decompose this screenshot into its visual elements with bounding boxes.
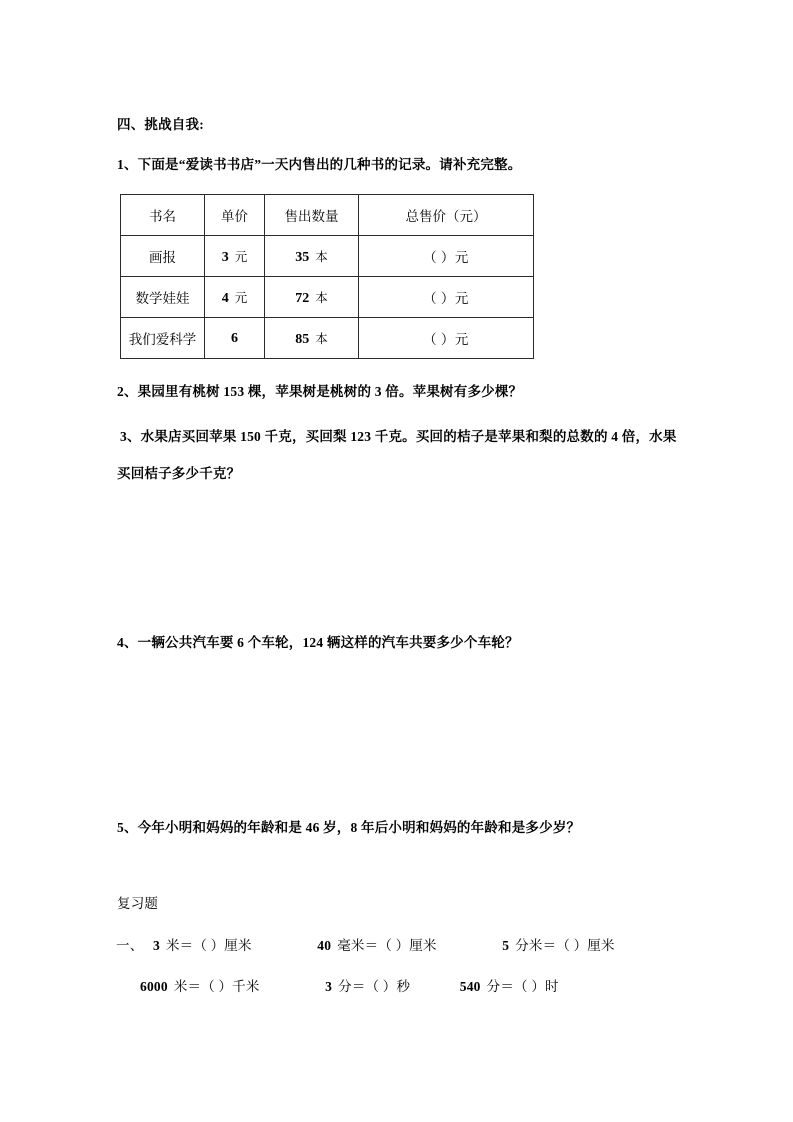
question-2-text: 2、果园里有桃树 153 棵，苹果树是桃树的 3 倍。苹果树有多少棵？	[117, 384, 523, 399]
cell-unit-price-unit: 元	[234, 290, 248, 305]
cell-quantity-number: 85	[295, 331, 310, 347]
question-4-text: 4、一辆公共汽车要 6 个车轮，124 辆这样的汽车共要多少个车轮？	[117, 635, 519, 650]
table-header-book-name: 书名	[121, 195, 205, 236]
question-3-text-line1: 3、水果店买回苹果 150 千克，买回梨 123 千克。买回的桔子是苹果和梨的总数的 4 倍，水果	[120, 429, 677, 444]
cell-unit-price-number: 3	[221, 249, 229, 265]
table-row	[121, 236, 534, 277]
cell-unit-price-unit: 元	[234, 249, 248, 264]
cell-unit-price-number: 6	[231, 330, 238, 346]
review-r1-item2-number: 40	[317, 938, 332, 953]
section-heading: 四、挑战自我:	[117, 117, 204, 132]
cell-book-name: 我们爱科学	[121, 318, 205, 359]
cell-quantity	[265, 318, 359, 359]
cell-quantity	[265, 236, 359, 277]
review-r2-item2-text[interactable]: 分＝（ ）秒	[338, 979, 411, 994]
book-sales-table	[120, 194, 534, 359]
cell-unit-price-number: 4	[221, 290, 229, 306]
table-row	[121, 318, 534, 359]
review-row-1	[116, 939, 615, 953]
review-r1-item3-number: 5	[502, 938, 510, 953]
table-header-total-price: 总售价（元）	[359, 195, 534, 236]
review-section-heading: 复习题	[117, 896, 159, 911]
question-5-text: 5、今年小明和妈妈的年龄和是 46 岁，8 年后小明和妈妈的年龄和是多少岁？	[117, 820, 581, 835]
cell-quantity-number: 72	[295, 290, 310, 306]
cell-quantity-unit: 本	[315, 331, 328, 346]
review-r2-item3-text[interactable]: 分＝（ ）时	[486, 979, 559, 994]
cell-quantity-unit: 本	[315, 249, 328, 264]
review-r2-item1-text[interactable]: 米＝（ ）千米	[173, 979, 260, 994]
cell-quantity-number: 35	[295, 249, 310, 265]
review-r2-item1-number: 6000	[140, 979, 168, 994]
review-row-2	[140, 980, 559, 994]
review-part-label: 一、	[116, 938, 144, 953]
review-r1-item1-number: 3	[152, 938, 160, 953]
cell-total-answer-blank[interactable]: （ ）元	[359, 318, 534, 359]
cell-total-answer-blank[interactable]: （ ）元	[359, 277, 534, 318]
review-r2-item3-number: 540	[459, 979, 481, 994]
review-r1-item3-text[interactable]: 分米＝（ ）厘米	[515, 938, 615, 953]
table-row	[121, 277, 534, 318]
cell-unit-price	[205, 277, 265, 318]
answer-space-question-4[interactable]	[117, 662, 702, 802]
cell-quantity-unit: 本	[315, 290, 328, 305]
cell-unit-price	[205, 236, 265, 277]
review-r1-item2-text[interactable]: 毫米＝（ ）厘米	[337, 938, 437, 953]
question-1-text: 1、下面是“爱读书书店”一天内售出的几种书的记录。请补充完整。	[117, 157, 522, 172]
review-r2-item2-number: 3	[325, 979, 333, 994]
cell-total-answer-blank[interactable]: （ ）元	[359, 236, 534, 277]
table-header-unit-price: 单价	[205, 195, 265, 236]
answer-space-question-3[interactable]	[117, 495, 702, 615]
cell-unit-price	[205, 318, 265, 359]
cell-quantity	[265, 277, 359, 318]
table-header-row	[121, 195, 534, 236]
cell-book-name: 数学娃娃	[121, 277, 205, 318]
review-r1-item1-text[interactable]: 米＝（ ）厘米	[165, 938, 252, 953]
cell-book-name: 画报	[121, 236, 205, 277]
answer-space-question-5[interactable]	[117, 847, 702, 887]
question-3-text-line2: 买回桔子多少千克？	[117, 466, 241, 481]
table-header-quantity-sold: 售出数量	[265, 195, 359, 236]
